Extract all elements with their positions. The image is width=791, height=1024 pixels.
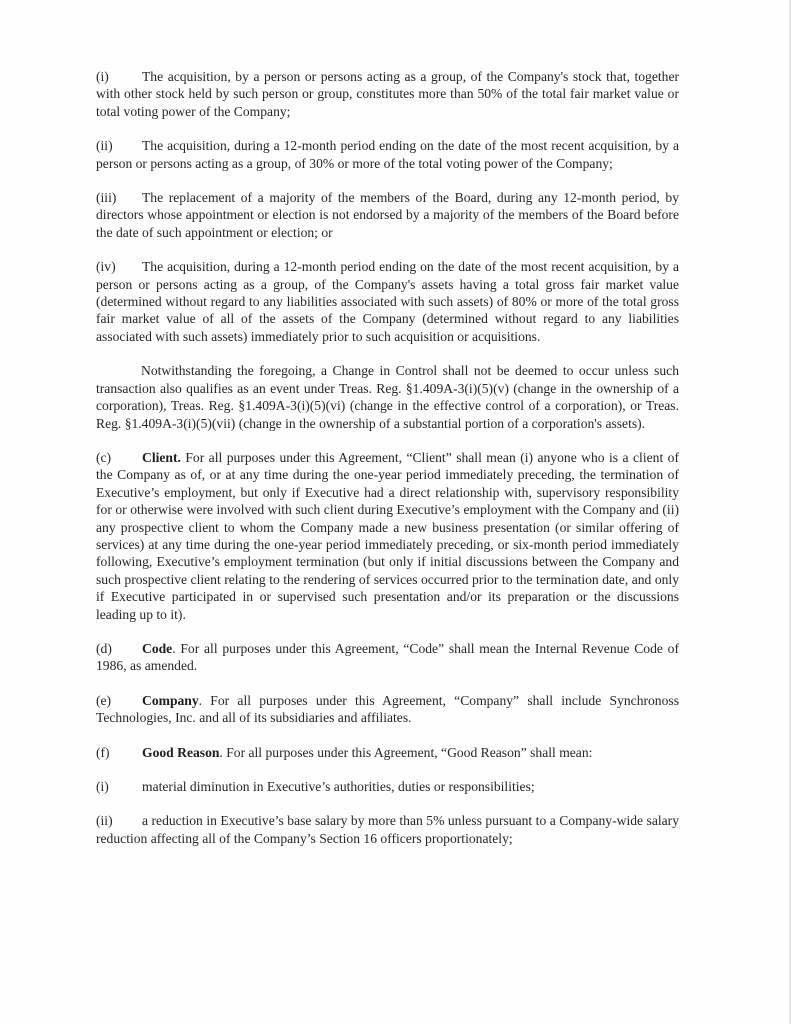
company-heading: Company xyxy=(142,692,199,708)
clause-text: a reduction in Executive’s base salary by more than 5% unless pursuant to a Company-wide salary reduction affecting all of the Company’s Section 16 officers proportionately; xyxy=(96,813,679,846)
good-reason-clause-ii xyxy=(96,812,679,847)
section-letter: (f) xyxy=(96,744,110,760)
section-letter: (e) xyxy=(96,692,112,708)
company-definition-paragraph xyxy=(96,692,679,727)
clause-number: (iii) xyxy=(96,190,117,206)
clause-number: (iv) xyxy=(96,259,116,275)
clause-text: The acquisition, by a person or persons acting as a group, of the Company's stock that, together with other stock held by such person or group, constitutes more than 50% of the total fair market value or total voting power of the Company; xyxy=(96,69,679,119)
good-reason-clause-i xyxy=(96,778,679,795)
clause-text: The replacement of a majority of the members of the Board, during any 12-month period, by directors whose appointment or election is not endorsed by a majority of the members of the Board before the date of such appointment or election; or xyxy=(96,190,679,240)
section-letter: (c) xyxy=(96,449,112,465)
clause-iii-paragraph xyxy=(96,189,679,241)
clause-number: (ii) xyxy=(96,138,113,154)
clause-i-paragraph xyxy=(96,68,679,120)
clause-iv-paragraph xyxy=(96,258,679,345)
clause-number: (i) xyxy=(96,69,109,84)
client-heading: Client. xyxy=(142,449,181,465)
code-heading: Code xyxy=(142,640,173,656)
notwithstanding-paragraph: Notwithstanding the foregoing, a Change in Control shall not be deemed to occur unless such transaction also qualifies as an event under Treas. Reg. §1.409A-3(i)(5)(v) (change in the ownership of a corporation), Treas. Reg. §1.409A-3(i)(5)(vi) (change in the effective control of a corporation), or Treas. Reg. §1.409A-3(i)(5)(vii) (change in the ownership of a substantial portion of a corporation's assets). xyxy=(96,363,679,431)
client-definition-text: For all purposes under this Agreement, “Client” shall mean (i) anyone who is a client of the Company as of, or at any time during the one-year period immediately preceding, the termination of Executive’s employment, but only if Executive had a direct relationship with, supervisory responsibility for or otherwise were involved with such client during Executive’s employment with the Company and (ii) any prospective client to whom the Company made a new business presentation (or similar offering of services) at any time during the one-year period immediately preceding, or six-month period immediately following, Executive’s employment termination (but only if initial discussions between the Company and such prospective client relating to the rendering of services occurred prior to the termination date, and only if Executive participated in or supervised such presentation and/or its preparation or the discussions leading up to it). xyxy=(96,449,679,622)
document-body xyxy=(96,68,679,864)
section-letter: (d) xyxy=(96,640,112,656)
code-definition-text: . For all purposes under this Agreement, “Code” shall mean the Internal Revenue Code of 1986, as amended. xyxy=(96,640,679,674)
good-reason-definition-text: . For all purposes under this Agreement, “Good Reason” shall mean: xyxy=(219,744,593,760)
clause-ii-paragraph xyxy=(96,137,679,172)
client-definition-paragraph xyxy=(96,449,679,623)
clause-text: The acquisition, during a 12-month period ending on the date of the most recent acquisition, by a person or persons acting as a group, of the Company's assets having a total gross fair market value (determined without regard to any liabilities associated with such assets) of 80% or more of the total gross fair market value of all of the assets of the Company (determined without regard to any liabilities associated with such assets) immediately prior to such acquisition or acquisitions. xyxy=(96,259,679,344)
code-definition-paragraph xyxy=(96,640,679,675)
good-reason-heading: Good Reason xyxy=(142,744,220,760)
clause-text: material diminution in Executive’s authorities, duties or responsibilities; xyxy=(142,779,535,794)
company-definition-text: . For all purposes under this Agreement, “Company” shall include Synchronoss Technologies, Inc. and all of its subsidiaries and affiliates. xyxy=(96,692,679,726)
clause-number: (i) xyxy=(96,779,109,794)
clause-text: The acquisition, during a 12-month period ending on the date of the most recent acquisition, by a person or persons acting as a group, of 30% or more of the total voting power of the Company; xyxy=(96,138,679,171)
clause-number: (ii) xyxy=(96,813,113,829)
good-reason-definition-paragraph xyxy=(96,744,679,761)
